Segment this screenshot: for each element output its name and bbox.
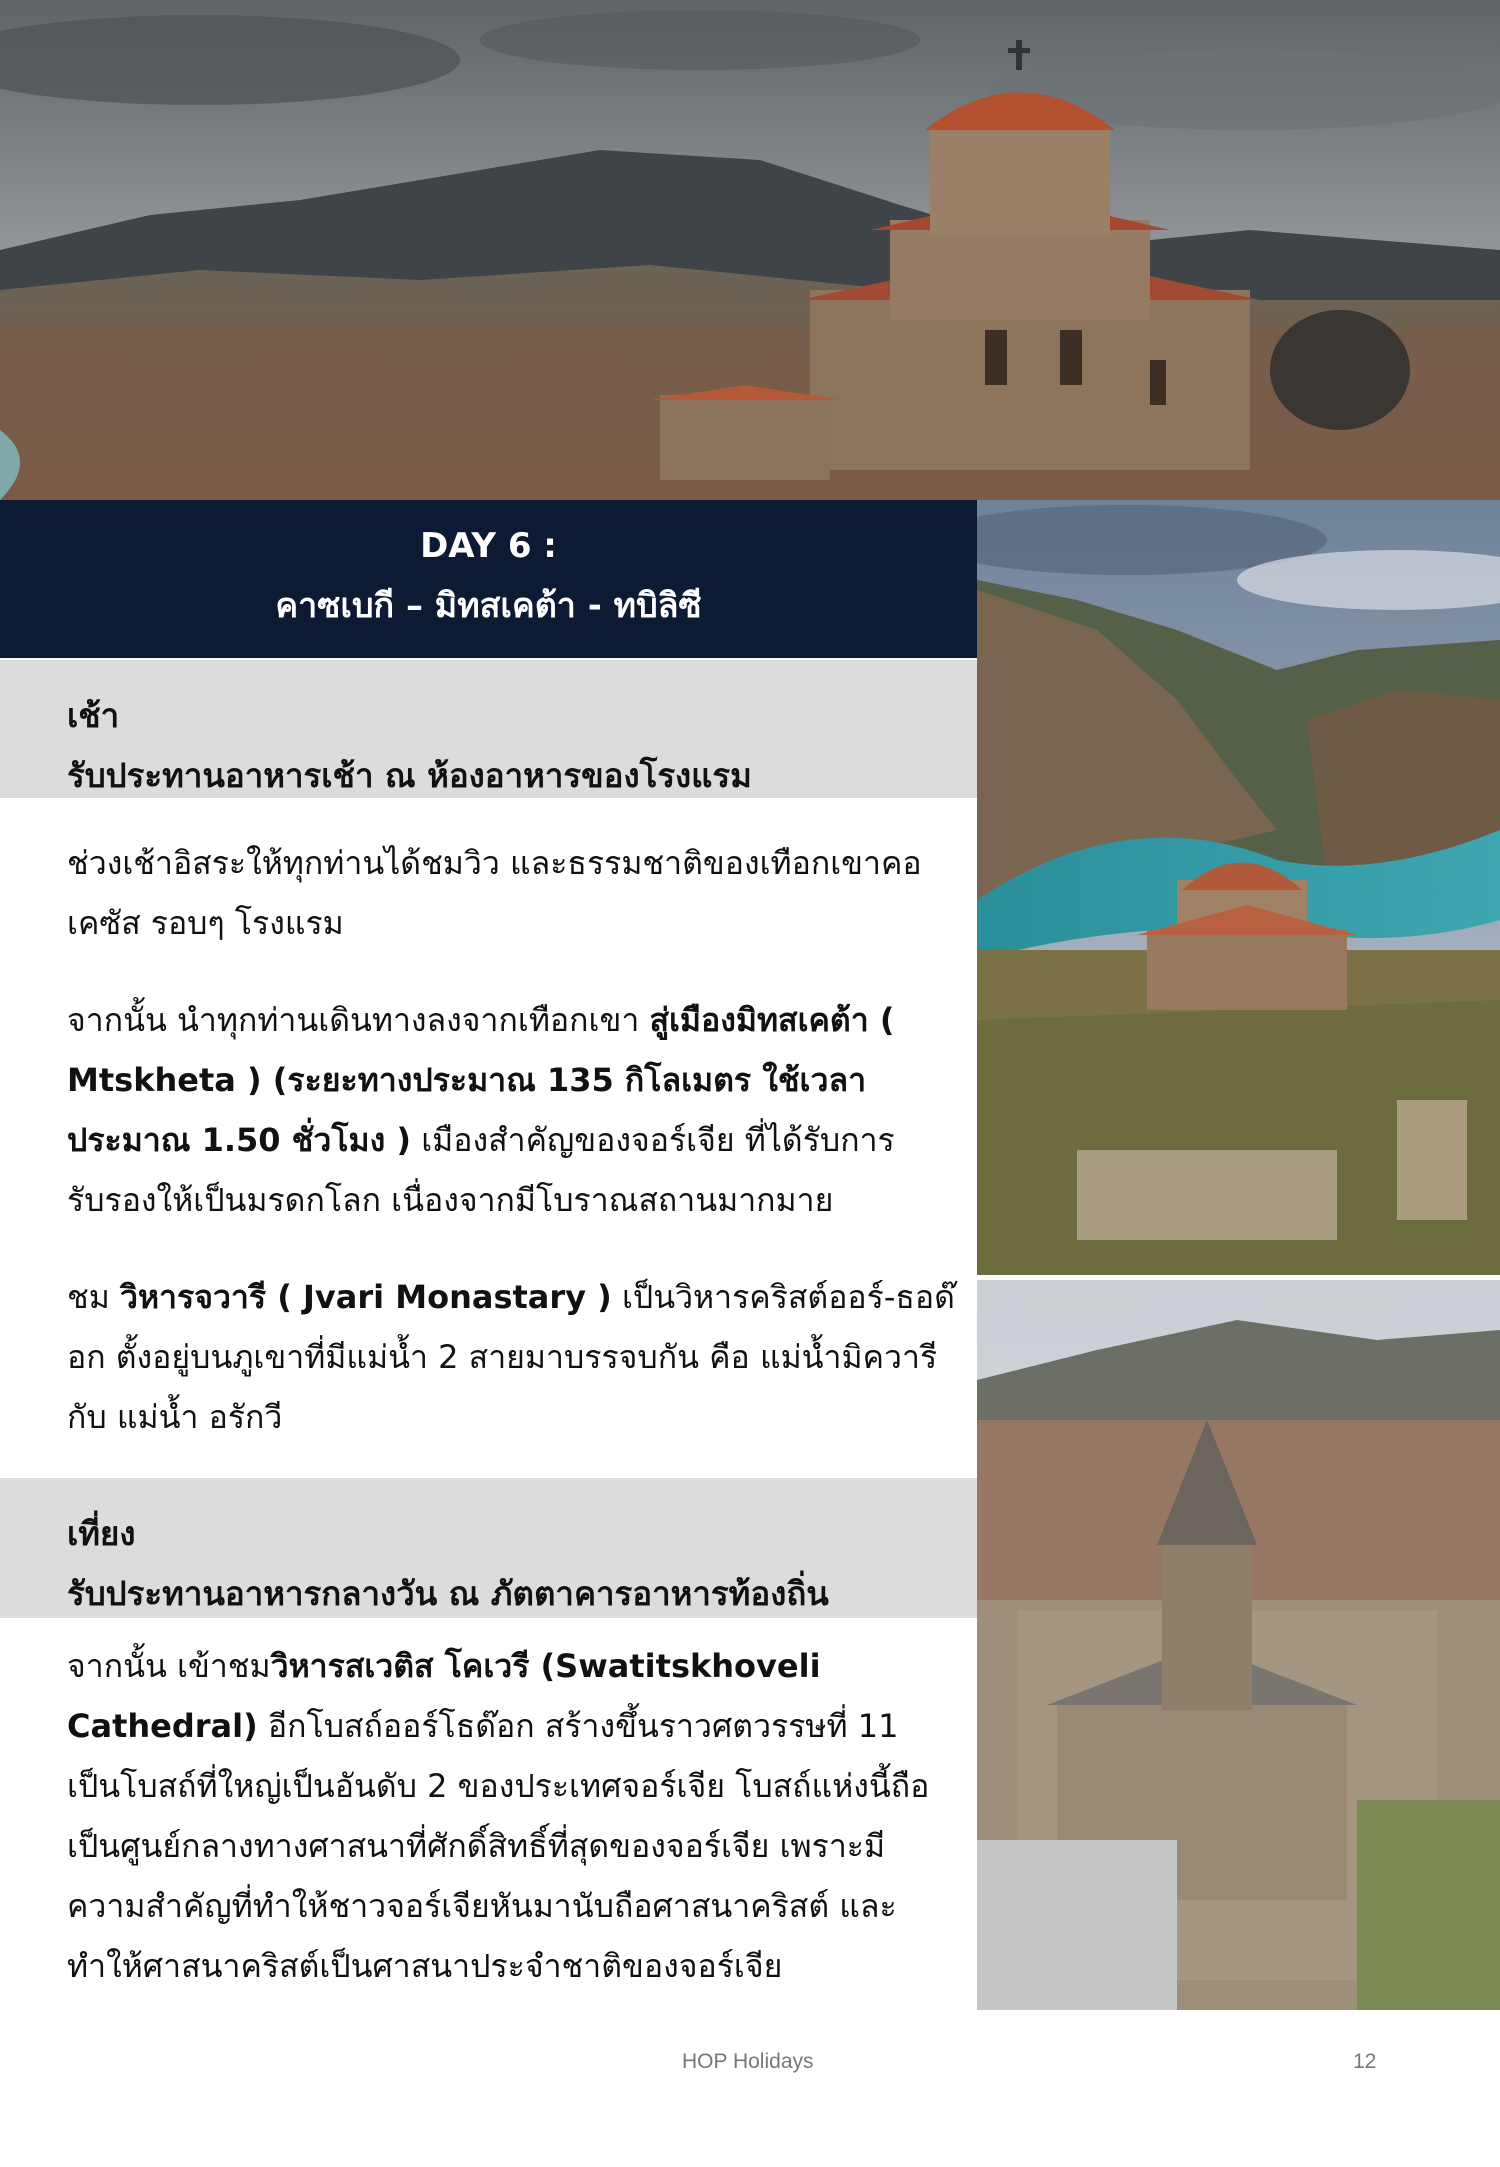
footer-brand: HOP Holidays	[682, 2050, 814, 2073]
footer-page-number: 12	[1353, 2050, 1377, 2073]
day-number: DAY 6 :	[420, 526, 557, 566]
paragraph-text: จากนั้น เข้าชม	[67, 1647, 271, 1685]
paragraph-highlight: สู่เมืองมิทสเคต้า ( Mtskheta ) (ระยะทางประมาณ 135 กิโลเมตร ใช้เวลาประมาณ 1.50 ชั่วโมง )	[67, 1001, 895, 1159]
paragraph-jvari	[67, 1267, 957, 1447]
paragraph-text: จากนั้น นำทุกท่านเดินทางลงจากเทือกเขา	[67, 1001, 650, 1039]
hero-photo-gergeti-church	[0, 0, 1500, 500]
paragraph-text: ชม	[67, 1278, 120, 1316]
paragraph-text: เมืองสำคัญของจอร์เจีย ที่ได้รับการรับรองให้เป็นมรดกโลก เนื่องจากมีโบราณสถานมากมาย	[67, 1121, 895, 1219]
paragraph-free-morning	[67, 833, 957, 953]
noon-meal: รับประทานอาหารกลางวัน ณ ภัตตาคารอาหารท้องถิ่น	[67, 1574, 829, 1613]
paragraph-svetitskhoveli	[67, 1636, 957, 1996]
paragraph-text: เป็นวิหารคริสต์ออร์-ธอด๊อก ตั้งอยู่บนภูเขาที่มีแม่น้ำ 2 สายมาบรรจบกัน คือ แม่น้ำมิควารี กับ แม่น้ำ อรักวี	[67, 1278, 955, 1436]
noon-band	[0, 1478, 977, 1618]
day-header	[0, 500, 977, 658]
morning-label: เช้า	[67, 696, 120, 735]
noon-label: เที่ยง	[67, 1514, 136, 1553]
photo-jvari-monastery	[977, 500, 1500, 1275]
day-route: คาซเบกี – มิทสเคต้า - ทบิลิซี	[275, 586, 702, 626]
paragraph-highlight: วิหารสเวติส โคเวรี (Swatitskhoveli Cathedral)	[67, 1647, 821, 1745]
photo-svetitskhoveli-cathedral	[977, 1280, 1500, 2010]
paragraph-text: อีกโบสถ์ออร์โธด๊อก สร้างขึ้นราวศตวรรษที่ 11 เป็นโบสถ์ที่ใหญ่เป็นอันดับ 2 ของประเทศจอร์เจีย โบสถ์แห่งนี้ถือเป็นศูนย์กลางทางศาสนาที่ศักดิ์สิทธิ์ที่สุดของจอร์เจีย เพราะมีความสำคัญที่ทำให้ชาวจอร์เจียหันมานับถือศาสนาคริสต์ และทำให้ศาสนาคริสต์เป็นศาสนาประจำชาติของจอร์เจีย	[67, 1707, 930, 1985]
paragraph-text: ช่วงเช้าอิสระให้ทุกท่านได้ชมวิว และธรรมชาติของเทือกเขาคอเคซัส รอบๆ โรงแรม	[67, 844, 922, 942]
paragraph-mtskheta	[67, 990, 957, 1230]
paragraph-highlight: วิหารจวารี ( Jvari Monastary )	[119, 1278, 612, 1316]
morning-meal: รับประทานอาหารเช้า ณ ห้องอาหารของโรงแรม	[67, 756, 752, 795]
morning-band	[0, 660, 977, 798]
